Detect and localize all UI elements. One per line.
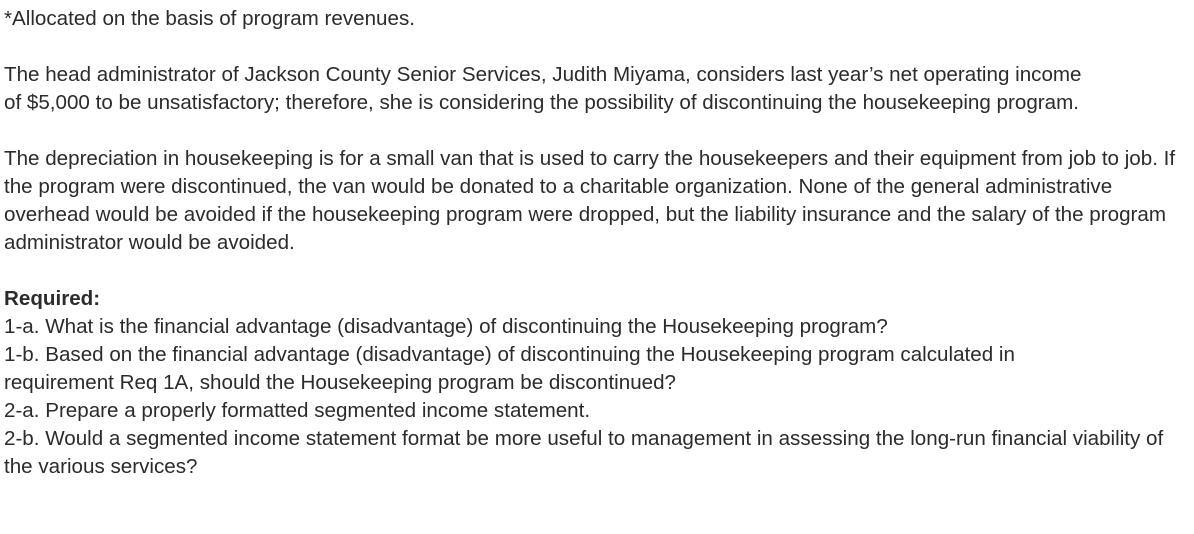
spacer <box>4 117 1190 145</box>
problem-text <box>4 5 1190 481</box>
required-item-1b: 1-b. Based on the financial advantage (disadvantage) of discontinuing the Housekeeping program calculated in requirement Req 1A, should the Housekeeping program be discontinued? <box>4 343 1015 394</box>
spacer <box>4 33 1190 61</box>
paragraph-depreciation: The depreciation in housekeeping is for a small van that is used to carry the housekeepers and their equipment from job to job. If the program were discontinued, the van would be donated to a charitable organization. None of the general administrative overhead would be avoided if the housekeeping program were dropped, but the liability insurance and the salary of the program administrator would be avoided. <box>4 147 1176 254</box>
required-item-2a: 2-a. Prepare a properly formatted segmented income statement. <box>4 399 591 422</box>
required-heading: Required: <box>4 287 101 310</box>
spacer <box>4 257 1190 285</box>
paragraph-administrator: The head administrator of Jackson County Senior Services, Judith Miyama, considers last year’s net operating income of $5,000 to be unsatisfactory; therefore, she is considering the possibility of discontinuing the housekeeping program. <box>4 63 1082 114</box>
required-item-1a: 1-a. What is the financial advantage (disadvantage) of discontinuing the Housekeeping program? <box>4 315 888 338</box>
footnote: *Allocated on the basis of program revenues. <box>4 7 415 30</box>
required-item-2b: 2-b. Would a segmented income statement format be more useful to management in assessing the long-run financial viability of the various services? <box>4 427 1164 478</box>
required-section <box>4 285 1190 481</box>
